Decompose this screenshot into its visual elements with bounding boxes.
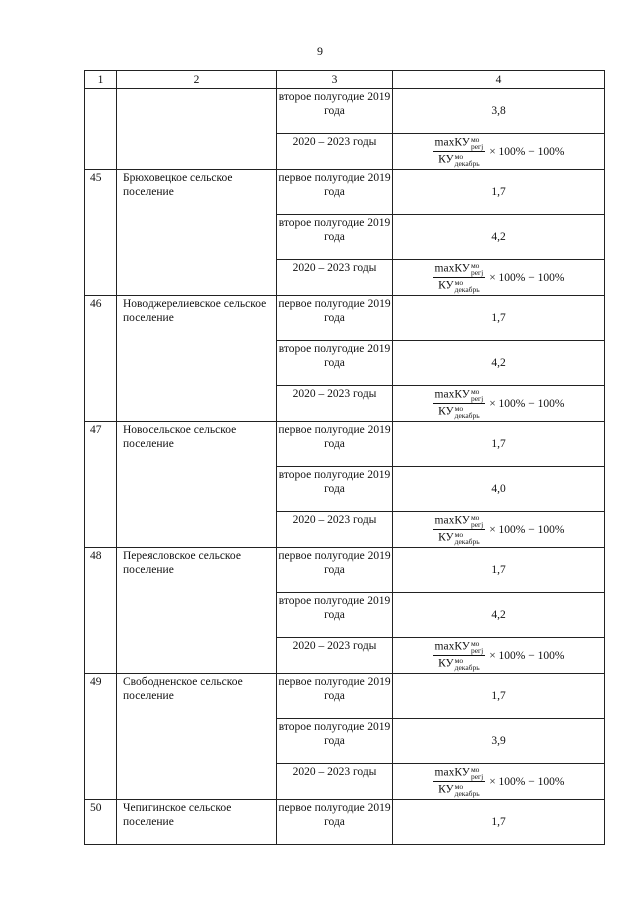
row-number: 45: [85, 170, 117, 296]
formula-den-base: КУ: [438, 783, 454, 796]
formula-num-sup: мо: [470, 513, 480, 523]
table-header-row: [85, 71, 605, 89]
formula-num-sub: pегj: [470, 394, 484, 404]
formula-den-indices: [455, 153, 480, 167]
period-label: второе полугодие 2019 года: [277, 719, 393, 764]
formula-num-base: maxКУ: [434, 388, 470, 401]
formula-fraction: [433, 136, 486, 167]
formula-den-sup: мо: [454, 152, 464, 162]
formula-num-sup: мо: [470, 639, 480, 649]
settlement-name: [117, 89, 277, 170]
formula-denominator: [436, 278, 482, 293]
formula-denominator: [436, 782, 482, 797]
formula-den-sub: декабрь: [454, 663, 480, 673]
header-col-1: 1: [85, 71, 117, 89]
period-label: первое полугодие 2019 года: [277, 422, 393, 467]
formula-den-sup: мо: [454, 404, 464, 414]
table-row: [85, 296, 605, 341]
percent-formula: [433, 388, 565, 419]
formula-num-sup: мо: [470, 765, 480, 775]
period-label: второе полугодие 2019 года: [277, 467, 393, 512]
formula-numerator: [433, 388, 486, 404]
formula-den-base: КУ: [438, 279, 454, 292]
formula-num-indices: [471, 136, 483, 150]
header-col-3: 3: [277, 71, 393, 89]
percent-value: [393, 512, 605, 548]
percent-value: 3,9: [393, 719, 605, 764]
percent-value: 4,2: [393, 593, 605, 638]
formula-fraction: [433, 514, 486, 545]
formula-num-sub: pегj: [470, 520, 484, 530]
table-row: [85, 89, 605, 134]
formula-tail: × 100% − 100%: [489, 649, 565, 662]
settlement-name: Новоджерелиевское сельское поселение: [117, 296, 277, 422]
percent-value: [393, 764, 605, 800]
formula-den-indices: [455, 405, 480, 419]
percent-formula: [433, 514, 565, 545]
table-row: [85, 674, 605, 719]
row-number: [85, 89, 117, 170]
percent-formula: [433, 262, 565, 293]
formula-denominator: [436, 152, 482, 167]
formula-num-base: maxКУ: [434, 640, 470, 653]
percent-value: 1,7: [393, 296, 605, 341]
percent-formula: [433, 640, 565, 671]
formula-fraction: [433, 388, 486, 419]
period-label: второе полугодие 2019 года: [277, 89, 393, 134]
formula-den-sup: мо: [454, 278, 464, 288]
formula-num-indices: [471, 766, 483, 780]
percent-value: 3,8: [393, 89, 605, 134]
period-label: первое полугодие 2019 года: [277, 170, 393, 215]
formula-num-base: maxКУ: [434, 136, 470, 149]
percent-value: [393, 386, 605, 422]
formula-num-sup: мо: [470, 135, 480, 145]
row-number: 50: [85, 800, 117, 845]
period-label: 2020 – 2023 годы: [277, 260, 393, 296]
formula-tail: × 100% − 100%: [489, 523, 565, 536]
formula-num-base: maxКУ: [434, 514, 470, 527]
percent-value: [393, 260, 605, 296]
formula-den-sup: мо: [454, 782, 464, 792]
formula-den-sub: декабрь: [454, 159, 480, 169]
period-label: 2020 – 2023 годы: [277, 134, 393, 170]
period-label: второе полугодие 2019 года: [277, 215, 393, 260]
header-col-2: 2: [117, 71, 277, 89]
formula-num-sup: мо: [470, 387, 480, 397]
formula-denominator: [436, 656, 482, 671]
formula-tail: × 100% − 100%: [489, 145, 565, 158]
formula-fraction: [433, 640, 486, 671]
percent-value: 4,0: [393, 467, 605, 512]
percent-value: [393, 638, 605, 674]
formula-den-indices: [455, 279, 480, 293]
header-col-4: 4: [393, 71, 605, 89]
formula-den-sup: мо: [454, 530, 464, 540]
percent-value: 1,7: [393, 548, 605, 593]
formula-numerator: [433, 514, 486, 530]
formula-num-sub: pегj: [470, 142, 484, 152]
table-row: [85, 422, 605, 467]
formula-num-indices: [471, 640, 483, 654]
settlement-name: Свободненское сельское поселение: [117, 674, 277, 800]
period-label: первое полугодие 2019 года: [277, 548, 393, 593]
formula-den-sub: декабрь: [454, 789, 480, 799]
formula-numerator: [433, 136, 486, 152]
formula-num-sup: мо: [470, 261, 480, 271]
formula-denominator: [436, 530, 482, 545]
percent-value: [393, 134, 605, 170]
percent-value: 1,7: [393, 800, 605, 845]
percent-value: 1,7: [393, 674, 605, 719]
row-number: 46: [85, 296, 117, 422]
table-row: [85, 800, 605, 845]
period-label: 2020 – 2023 годы: [277, 764, 393, 800]
settlement-name: Переясловское сельское поселение: [117, 548, 277, 674]
formula-num-indices: [471, 388, 483, 402]
period-label: первое полугодие 2019 года: [277, 296, 393, 341]
row-number: 48: [85, 548, 117, 674]
formula-den-indices: [455, 657, 480, 671]
formula-den-sup: мо: [454, 656, 464, 666]
formula-den-sub: декабрь: [454, 537, 480, 547]
percent-formula: [433, 766, 565, 797]
row-number: 49: [85, 674, 117, 800]
percent-formula: [433, 136, 565, 167]
period-label: 2020 – 2023 годы: [277, 512, 393, 548]
formula-den-sub: декабрь: [454, 411, 480, 421]
formula-den-base: КУ: [438, 531, 454, 544]
settlement-name: Новосельское сельское поселение: [117, 422, 277, 548]
table-row: [85, 170, 605, 215]
formula-num-sub: pегj: [470, 646, 484, 656]
formula-den-indices: [455, 531, 480, 545]
formula-num-indices: [471, 262, 483, 276]
formula-numerator: [433, 640, 486, 656]
settlement-name: Чепигинское сельское поселение: [117, 800, 277, 845]
formula-den-base: КУ: [438, 153, 454, 166]
percent-value: 1,7: [393, 170, 605, 215]
tariff-table: [84, 70, 605, 845]
row-number: 47: [85, 422, 117, 548]
formula-num-base: maxКУ: [434, 766, 470, 779]
formula-num-sub: pегj: [470, 772, 484, 782]
period-label: 2020 – 2023 годы: [277, 638, 393, 674]
percent-value: 1,7: [393, 422, 605, 467]
formula-tail: × 100% − 100%: [489, 775, 565, 788]
period-label: первое полугодие 2019 года: [277, 800, 393, 845]
period-label: второе полугодие 2019 года: [277, 593, 393, 638]
period-label: первое полугодие 2019 года: [277, 674, 393, 719]
formula-tail: × 100% − 100%: [489, 271, 565, 284]
formula-num-base: maxКУ: [434, 262, 470, 275]
formula-num-indices: [471, 514, 483, 528]
formula-den-indices: [455, 783, 480, 797]
percent-value: 4,2: [393, 341, 605, 386]
period-label: второе полугодие 2019 года: [277, 341, 393, 386]
formula-den-base: КУ: [438, 657, 454, 670]
formula-num-sub: pегj: [470, 268, 484, 278]
page-number: 9: [317, 44, 323, 58]
formula-numerator: [433, 262, 486, 278]
formula-tail: × 100% − 100%: [489, 397, 565, 410]
formula-fraction: [433, 262, 486, 293]
table-row: [85, 548, 605, 593]
formula-denominator: [436, 404, 482, 419]
period-label: 2020 – 2023 годы: [277, 386, 393, 422]
formula-numerator: [433, 766, 486, 782]
settlement-name: Брюховецкое сельское поселение: [117, 170, 277, 296]
formula-den-sub: декабрь: [454, 285, 480, 295]
percent-value: 4,2: [393, 215, 605, 260]
formula-den-base: КУ: [438, 405, 454, 418]
formula-fraction: [433, 766, 486, 797]
